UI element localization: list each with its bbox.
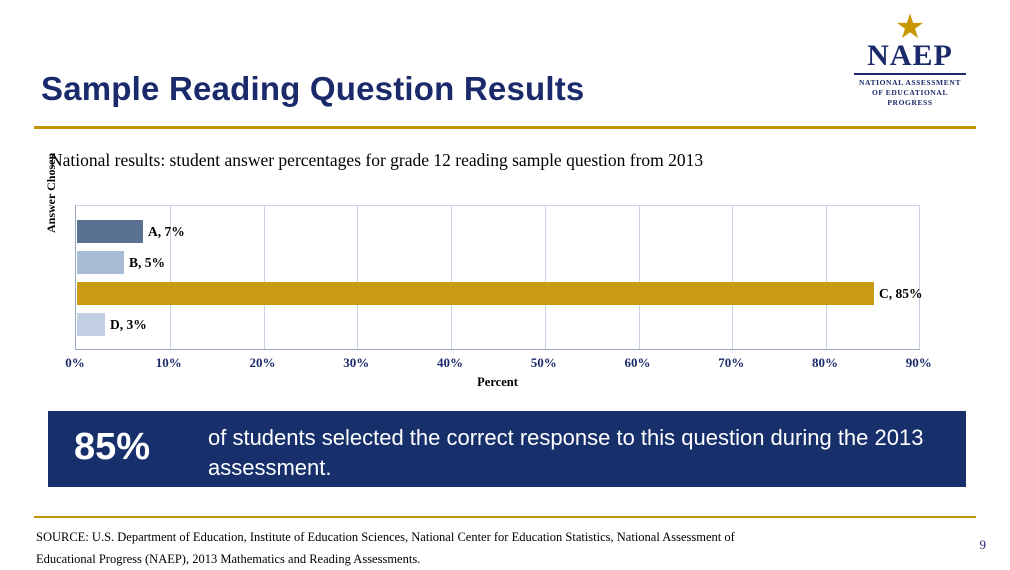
page-title: Sample Reading Question Results xyxy=(41,70,585,108)
subtitle-text: National results: student answer percentages for grade 12 reading sample question from 2013 xyxy=(50,150,704,170)
bar-b xyxy=(77,251,124,274)
bar-label-b: B, 5% xyxy=(129,255,166,270)
x-tick-8: 80% xyxy=(812,355,838,370)
naep-logo xyxy=(854,8,966,112)
x-tick-1: 10% xyxy=(155,355,182,370)
logo-wordmark: NAEP xyxy=(867,39,953,72)
bar-label-d: D, 3% xyxy=(110,317,147,332)
logo-subtitle-line2: OF EDUCATIONAL xyxy=(871,88,949,97)
callout-percent: 85% xyxy=(74,426,151,468)
x-tick-7: 70% xyxy=(718,355,745,370)
x-tick-0: 0% xyxy=(65,355,85,370)
bar-c xyxy=(77,282,874,305)
logo-subtitle-line3: PROGRESS xyxy=(887,98,933,107)
source-note: SOURCE: U.S. Department of Education, Institute of Education Sciences, National Center for Education Statistics, National Assessment of Educational Progress (NAEP), 2013 Mathematics and Reading Assessments. xyxy=(36,530,735,566)
divider-top xyxy=(34,126,976,129)
logo-subtitle-line1: NATIONAL ASSESSMENT xyxy=(859,78,961,87)
bar-d xyxy=(77,313,105,336)
callout-banner xyxy=(48,411,966,487)
x-tick-5: 50% xyxy=(530,355,557,370)
y-axis-label: Answer Chosen xyxy=(44,152,58,233)
plot-area xyxy=(75,205,923,350)
x-tick-9: 90% xyxy=(905,355,932,370)
x-tick-6: 60% xyxy=(624,355,651,370)
bar-label-c: C, 85% xyxy=(879,286,923,301)
x-tick-2: 20% xyxy=(249,355,276,370)
x-tick-4: 40% xyxy=(437,355,463,370)
logo-rule xyxy=(854,73,966,75)
page-number: 9 xyxy=(979,537,986,552)
star-icon: ★ xyxy=(894,8,926,46)
bar-label-a: A, 7% xyxy=(148,224,185,239)
callout-text: of students selected the correct response to this question during the 2013 assessment. xyxy=(208,425,924,480)
x-axis-label: Percent xyxy=(477,375,518,389)
x-tick-3: 30% xyxy=(343,355,370,370)
divider-bottom xyxy=(34,516,976,518)
bar-a xyxy=(77,220,143,243)
